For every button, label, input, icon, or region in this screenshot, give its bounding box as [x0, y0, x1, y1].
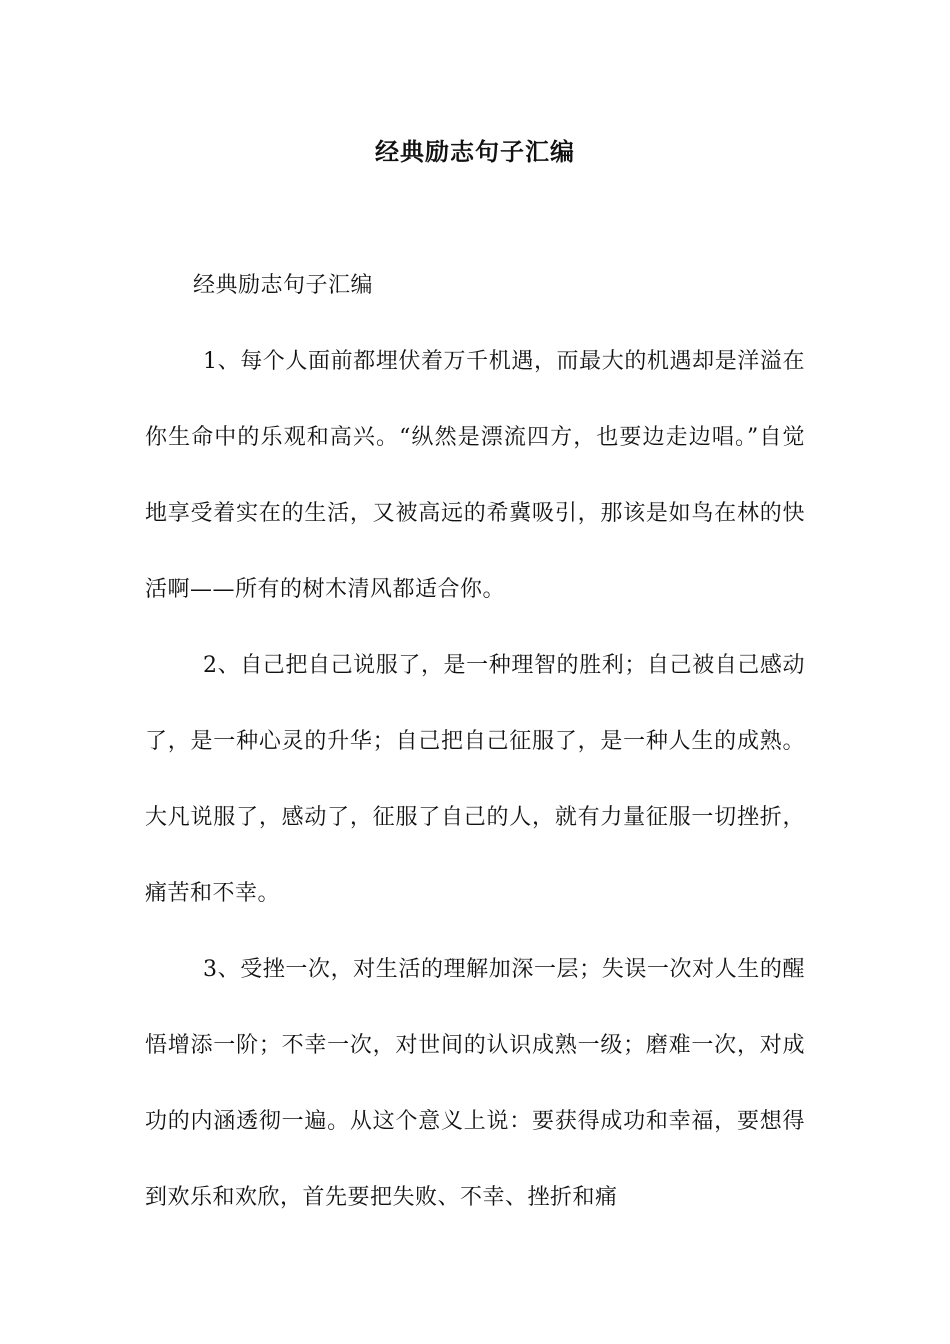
paragraph-2: 2、自己把自己说服了，是一种理智的胜利；自己被自己感动了，是一种心灵的升华；自己把自己征服了，是一种人生的成熟。大凡说服了，感动了，征服了自己的人，就有力量征服一切挫折，痛苦和不幸。: [145, 653, 805, 906]
paragraph-1: 1、每个人面前都埋伏着万千机遇，而最大的机遇却是洋溢在你生命中的乐观和高兴。“纵然是漂流四方，也要边走边唱。”自觉地享受着实在的生活，又被高远的希冀吸引，那该是如鸟在林的快活啊——所有的树木清风都适合你。: [145, 349, 805, 602]
document-title: 经典励志句子汇编: [375, 137, 575, 166]
paragraph-3: 3、受挫一次，对生活的理解加深一层；失误一次对人生的醒悟增添一阶；不幸一次，对世间的认识成熟一级；磨难一次，对成功的内涵透彻一遍。从这个意义上说：要获得成功和幸福，要想得到欢乐和欢欣，首先要把失败、不幸、挫折和痛: [145, 957, 805, 1210]
document-body: [145, 248, 805, 1236]
document-subtitle: 经典励志句子汇编: [193, 273, 374, 298]
